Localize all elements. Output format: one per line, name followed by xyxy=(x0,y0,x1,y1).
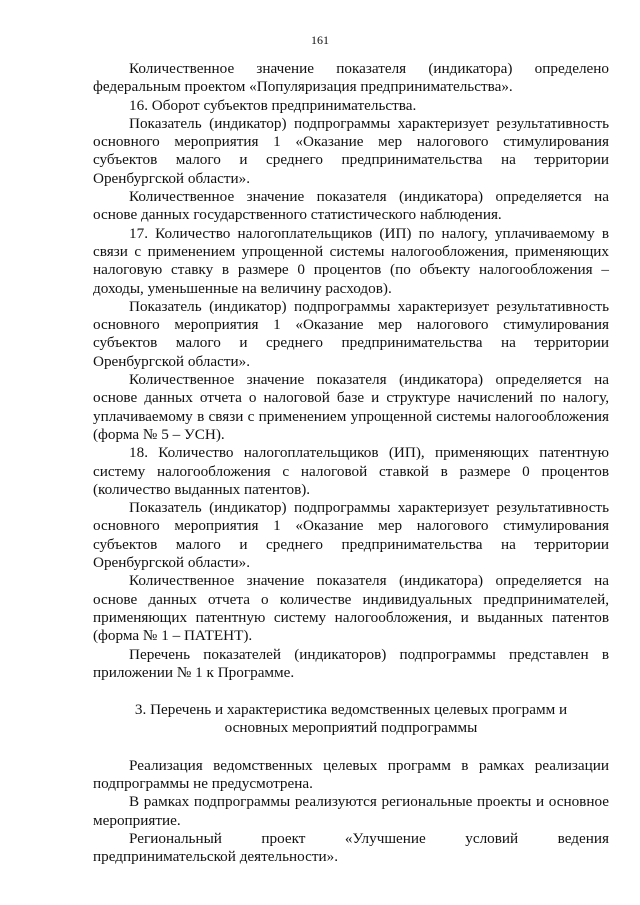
section-title: 3. Перечень и характеристика ведомственных целевых программ и основных мероприятий подпрограммы xyxy=(134,701,568,737)
paragraph: 17. Количество налогоплательщиков (ИП) по налогу, уплачиваемому в связи с применением упрощенной системы налогообложения, применяющих налоговую ставку в размере 0 процентов (по объекту налогообложения – доходы, уменьшенные на величину расходов). xyxy=(93,224,609,297)
paragraph: Реализация ведомственных целевых программ в рамках реализации подпрограммы не предусмотрена. xyxy=(93,756,609,792)
paragraph: Показатель (индикатор) подпрограммы характеризует результативность основного мероприятия 1 «Оказание мер налогового стимулирования субъектов малого и среднего предпринимательства на территории Оренбургской области». xyxy=(93,499,609,572)
paragraph: Количественное значение показателя (индикатора) определяется на основе данных отчета о налоговой базе и структуре начислений по налогу, уплачиваемому в связи с применением упрощенной системы налогообложения (форма № 5 – УСН). xyxy=(93,371,609,443)
paragraph: Перечень показателей (индикаторов) подпрограммы представлен в приложении № 1 к Программе. xyxy=(93,645,609,681)
paragraph: Количественное значение показателя (индикатора) определено федеральным проектом «Популяризация предпринимательства». xyxy=(93,60,609,96)
document-body xyxy=(93,60,609,866)
paragraph: 16. Оборот субъектов предпринимательства. xyxy=(129,96,417,114)
paragraph: Показатель (индикатор) подпрограммы характеризует результативность основного мероприятия 1 «Оказание мер налогового стимулирования субъектов малого и среднего предпринимательства на территории Оренбургской области». xyxy=(93,114,609,187)
paragraph: Количественное значение показателя (индикатора) определяется на основе данных государственного статистического наблюдения. xyxy=(93,188,609,224)
paragraph: 18. Количество налогоплательщиков (ИП), применяющих патентную систему налогообложения с налоговой ставкой в размере 0 процентов (количество выданных патентов). xyxy=(93,444,609,498)
page-number: 161 xyxy=(311,33,329,47)
paragraph: Показатель (индикатор) подпрограммы характеризует результативность основного мероприятия 1 «Оказание мер налогового стимулирования субъектов малого и среднего предпринимательства на территории Оренбургской области». xyxy=(93,297,609,370)
paragraph: Региональный проект «Улучшение условий ведения предпринимательской деятельности». xyxy=(93,829,609,866)
paragraph: В рамках подпрограммы реализуются региональные проекты и основное мероприятие. xyxy=(93,793,609,829)
paragraph: Количественное значение показателя (индикатора) определяется на основе данных отчета о количестве индивидуальных предпринимателей, применяющих патентную систему налогообложения, и выданных патентов (форма № 1 – ПАТЕНТ). xyxy=(93,572,609,645)
